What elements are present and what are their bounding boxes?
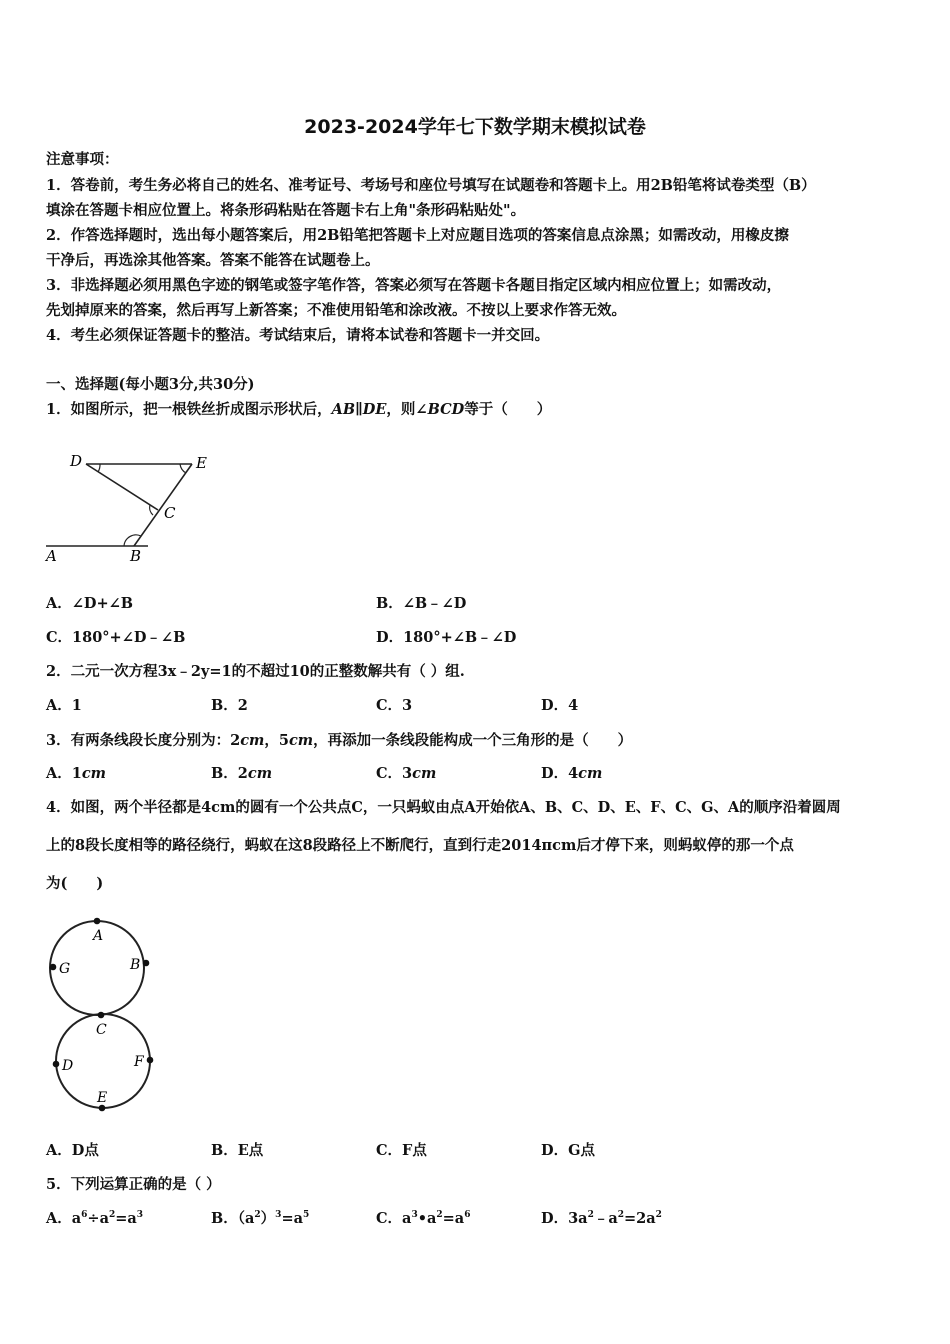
q1-label-d: D (70, 452, 83, 470)
q3-option-c: C．3cm (376, 765, 437, 782)
notice-line-4: 干净后，再选涂其他答案。答案不能答在试题卷上。 (46, 252, 380, 269)
q3-text-pre: 3．有两条线段长度分别为：2 (46, 732, 241, 749)
q1-option-b: B．∠B﹣∠D (376, 595, 467, 612)
q4-option-c: C．F点 (376, 1142, 427, 1159)
q5-option-a: A．$a^6\div a^2=a^3$ (46, 1210, 144, 1227)
q5-option-d: D．$3a^2﹣a^2=2a^2$ (541, 1210, 662, 1227)
q1-text-post: 等于（ ） (464, 401, 552, 418)
q1-label-a: A (46, 547, 57, 565)
q4-label-b: B (130, 957, 141, 973)
notice-line-7: 4．考生必须保证答题卡的整洁。考试结束后，请将本试卷和答题卡一并交回。 (46, 327, 550, 344)
q1-option-d: D．180°+∠B﹣∠D (376, 629, 517, 646)
notice-line-2: 填涂在答题卡相应位置上。将条形码粘贴在答题卡右上角"条形码粘贴处"。 (46, 202, 526, 219)
q4-option-a: A．D点 (46, 1142, 99, 1159)
q3-text-mid: ，5 (264, 732, 289, 749)
question-2-stem: 2．二元一次方程3x﹣2y=1的不超过10的正整数解共有（ ）组. (46, 663, 465, 680)
q3-text-post: ，再添加一条线段能构成一个三角形的是（ ） (313, 732, 633, 749)
q1-ab-parallel-de: AB∥DE (331, 401, 387, 418)
q2-option-a: A．1 (46, 697, 82, 714)
q5-option-b: B．$(a^2)^3=a^5$ (211, 1210, 310, 1227)
notice-line-6: 先划掉原来的答案，然后再写上新答案；不准使用铅笔和涂改液。不按以上要求作答无效。 (46, 302, 626, 319)
q4-option-b: B．E点 (211, 1142, 264, 1159)
question-3-stem (46, 731, 916, 751)
q4-label-d: D (62, 1058, 74, 1074)
q1-figure (40, 448, 230, 568)
q1-label-c: C (164, 504, 176, 522)
q1-text-mid: ，则∠ (386, 401, 428, 418)
notice-line-3: 2．作答选择题时，选出每小题答案后，用2B铅笔把答题卡上对应题目选项的答案信息点涂黑；如需改动，用橡皮擦 (46, 227, 789, 244)
q2-option-b: B．2 (211, 697, 248, 714)
page-title: 2023-2024学年七下数学期末模拟试卷 (304, 116, 646, 138)
q4-label-e: E (97, 1090, 108, 1106)
q3-unit-1: cm (240, 732, 265, 749)
q3-option-d: D．4cm (541, 765, 603, 782)
q4-label-a: A (93, 928, 104, 944)
q1-angle-bcd: BCD (427, 401, 465, 418)
question-4-line-1: 4．如图，两个半径都是4cm的圆有一个公共点C，一只蚂蚁由点A开始依A、B、C、D、E、F、C、G、A的顺序沿着圆周 (46, 799, 841, 816)
question-4-line-3: 为( ) (46, 875, 104, 892)
q1-label-e: E (196, 454, 207, 472)
question-4-line-2: 上的8段长度相等的路径绕行，蚂蚁在这8段路径上不断爬行，直到行走2014πcm后才停下来，则蚂蚁停的那一个点 (46, 837, 794, 854)
q1-option-c: C．180°+∠D﹣∠B (46, 629, 186, 646)
notice-line-5: 3．非选择题必须用黑色字迹的钢笔或签字笔作答，答案必须写在答题卡各题目指定区域内相应位置上；如需改动， (46, 277, 782, 294)
q3-option-b: B．2cm (211, 765, 273, 782)
notice-line-1: 1．答卷前，考生务必将自己的姓名、准考证号、考场号和座位号填写在试题卷和答题卡上。用2B铅笔将试卷类型（B） (46, 177, 816, 194)
question-5-stem: 5．下列运算正确的是（ ） (46, 1176, 221, 1193)
q1-option-a: A．∠D+∠B (46, 595, 134, 612)
q3-option-a: A．1cm (46, 765, 107, 782)
q2-option-d: D．4 (541, 697, 579, 714)
section-heading: 一、选择题(每小题3分,共30分) (46, 376, 255, 393)
q4-label-g: G (59, 961, 71, 977)
q4-option-d: D．G点 (541, 1142, 595, 1159)
q3-unit-2: cm (288, 732, 314, 749)
q5-option-c: C．$a^3•a^2=a^6$ (376, 1210, 471, 1227)
notice-heading: 注意事项： (46, 151, 119, 168)
q1-text-pre: 1．如图所示，把一根铁丝折成图示形状后， (46, 401, 332, 418)
q4-figure (40, 912, 170, 1122)
q4-label-f: F (134, 1054, 144, 1070)
q2-option-c: C．3 (376, 697, 413, 714)
q4-label-c: C (96, 1022, 107, 1038)
question-1-stem (46, 400, 916, 420)
q1-label-b: B (130, 547, 142, 565)
